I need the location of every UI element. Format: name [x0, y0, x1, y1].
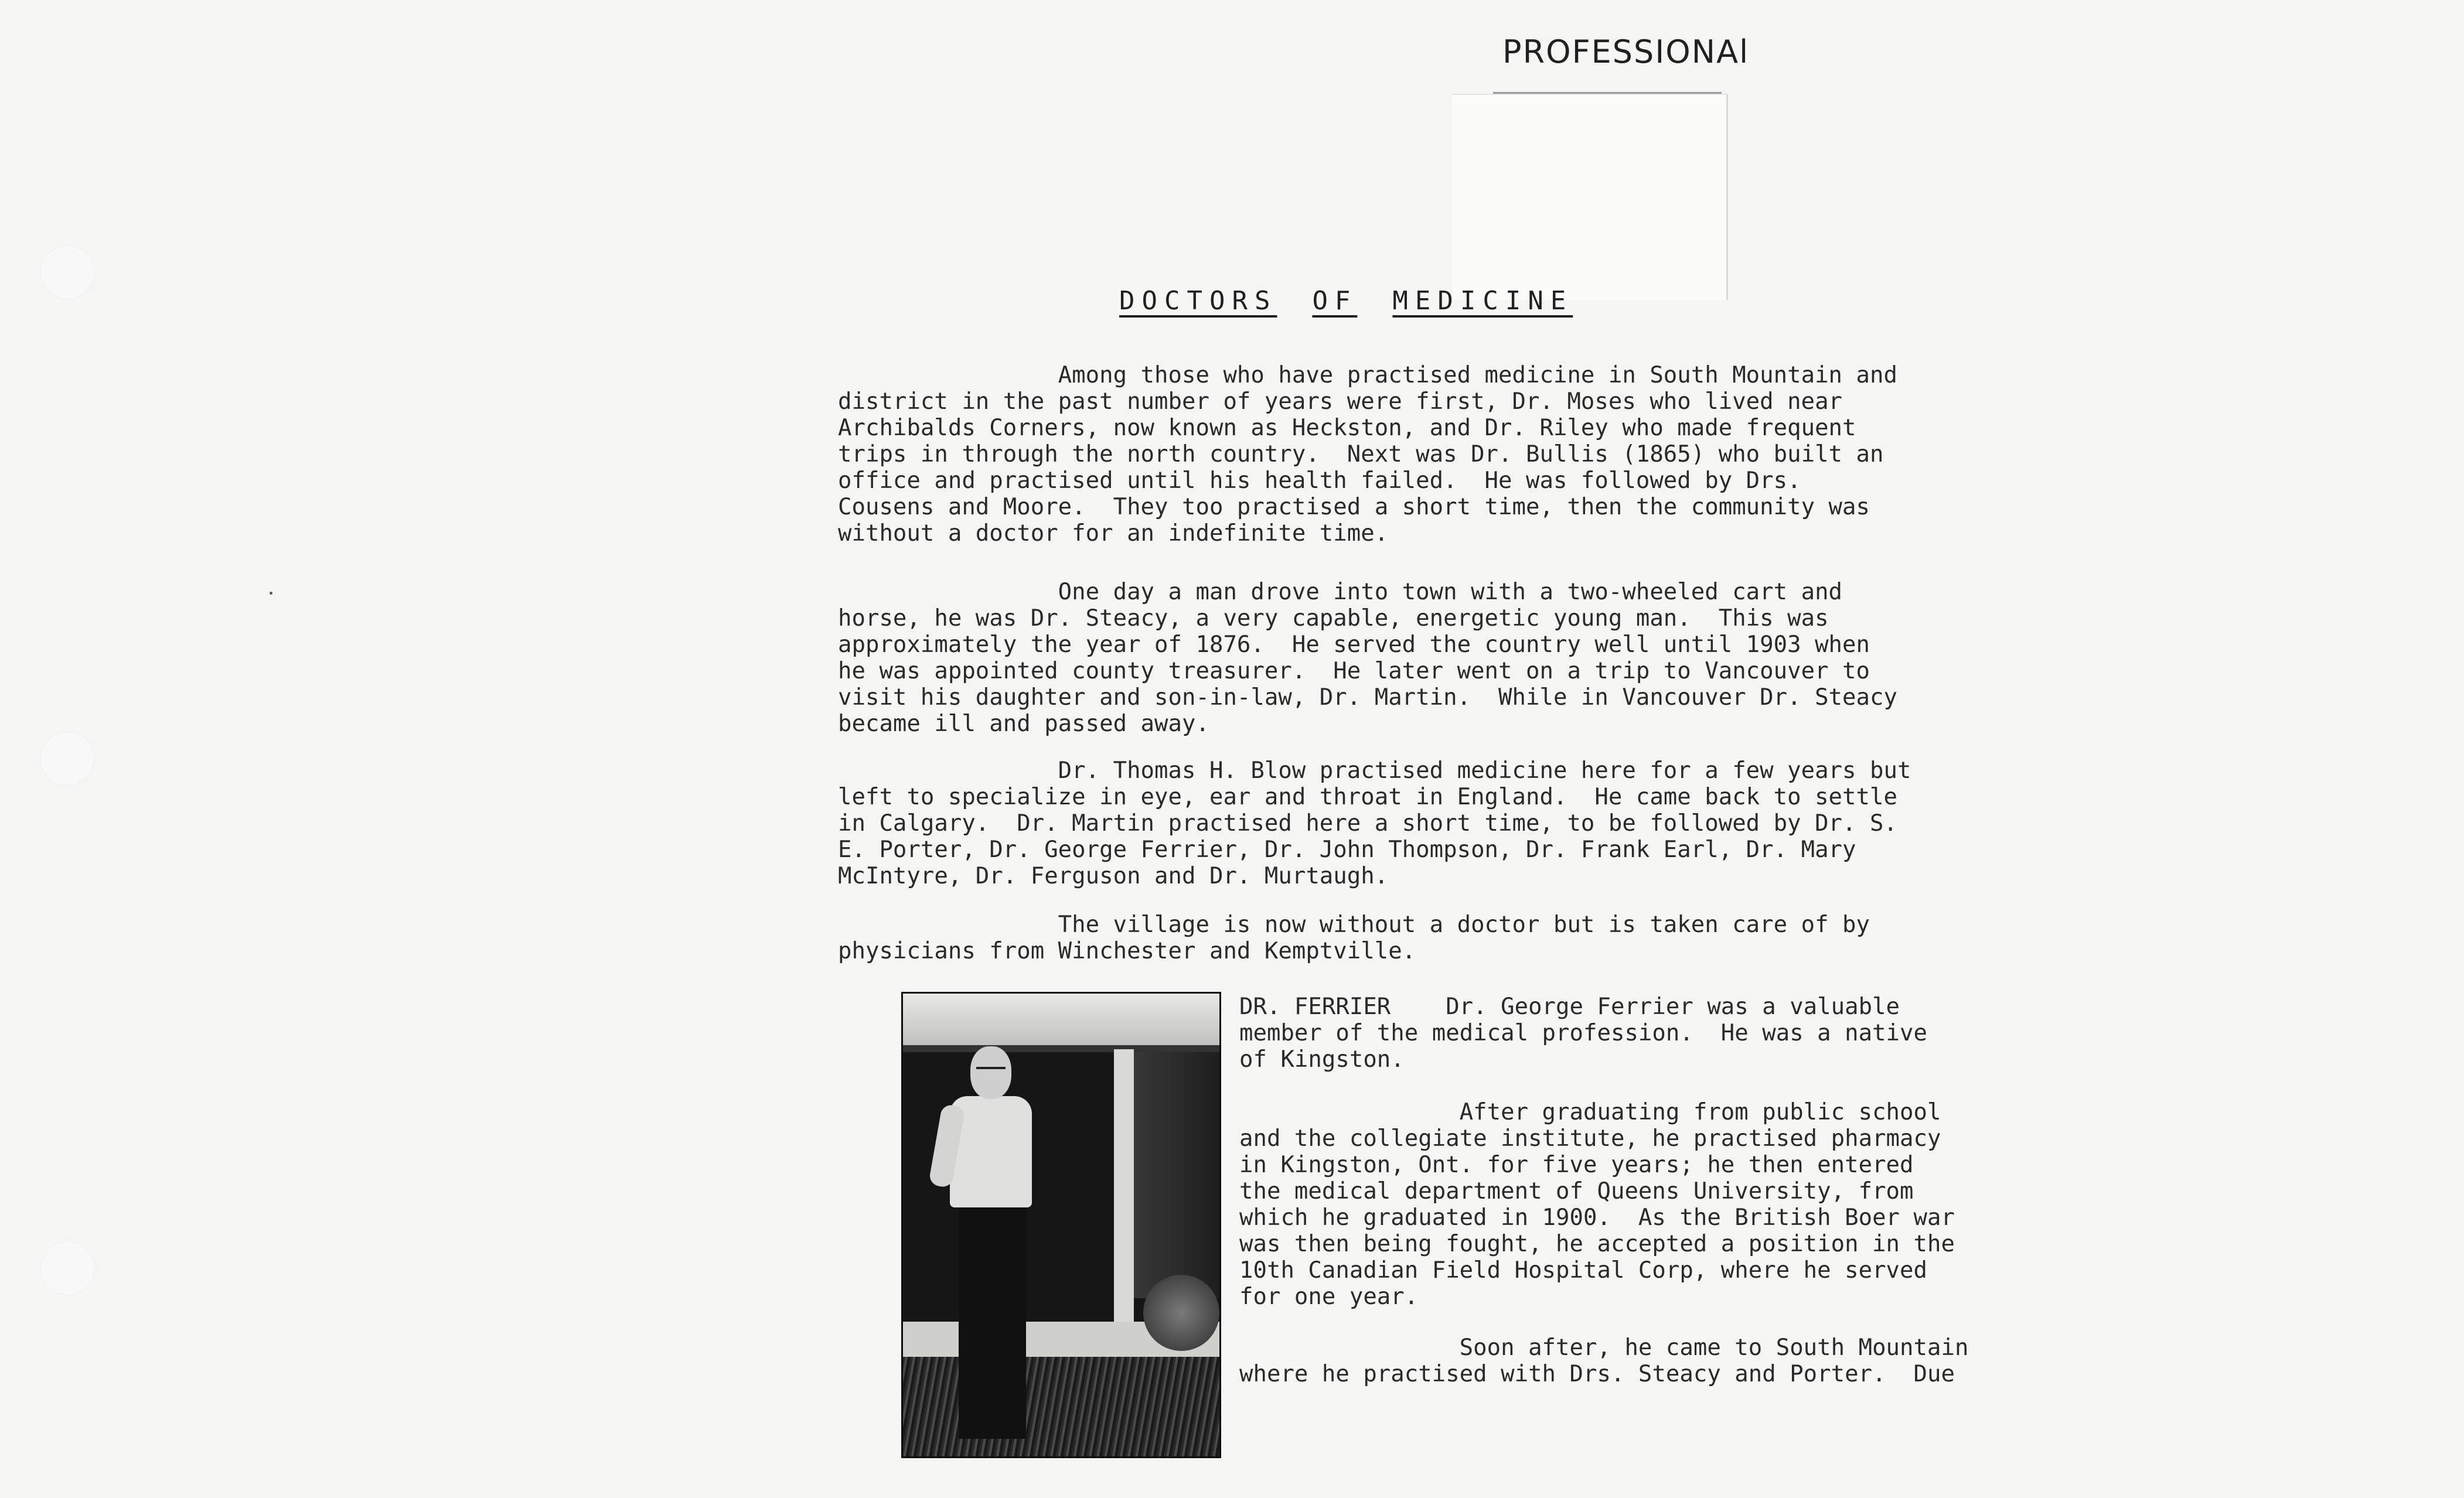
paragraph-dr-ferrier-practice: Soon after, he came to South Mountain where he practised with Drs. Steacy and Porter. Due — [1239, 1335, 1969, 1387]
category-tag: PROFESSIONAl — [1502, 33, 1750, 70]
category-tag-box — [1493, 26, 1750, 94]
paragraph-later-doctors: Dr. Thomas H. Blow practised medicine here for a few years but left to specialize in eye, ear and throat in England. He came back to settle in Calgary. Dr. Martin practised here a short time, to be followed by Dr. S. E. Porter, Dr. George Ferrier, Dr. John Thompson, Dr. Frank Earl, Dr. Mary McIntyre, Dr. Ferguson and Dr. Murtaugh. — [838, 757, 1911, 889]
punch-hole-top — [41, 246, 94, 299]
punch-hole-middle — [41, 732, 94, 785]
paragraph-dr-ferrier-intro: DR. FERRIER Dr. George Ferrier was a valuable member of the medical profession. He was a native of Kingston. — [1239, 994, 1927, 1073]
paragraph-dr-steacy: One day a man drove into town with a two-wheeled cart and horse, he was Dr. Steacy, a very capable, energetic young man. This was approximately the year of 1876. He served the country well until 1903 when he was appointed county treasurer. He later went on a trip to Vancouver to visit his daughter and son-in-law, Dr. Martin. While in Vancouver Dr. Steacy became ill and passed away. — [838, 579, 1897, 737]
paper-strip — [1452, 94, 1728, 300]
punch-hole-bottom — [41, 1242, 94, 1295]
photo-dr-ferrier — [901, 992, 1221, 1458]
paragraph-dr-ferrier-education: After graduating from public school and the collegiate institute, he practised pharmacy in Kingston, Ont. for five years; he then entered the medical department of Queens University, from which he graduated in 1900. As the British Boer war was then being fought, he accepted a position in the 10th Canadian Field Hospital Corp, where he served for one year. — [1239, 1099, 1955, 1310]
paragraph-early-doctors: Among those who have practised medicine in South Mountain and district in the past number of years were first, Dr. Moses who lived near Archibalds Corners, now known as Heckston, and Dr. Riley who made frequent trips in through the north country. Next was Dr. Bullis (1865) who built an office and practised until his health failed. He was followed by Drs. Cousens and Moore. They too practised a short time, then the community was without a doctor for an indefinite time. — [838, 362, 1897, 547]
title-word: OF — [1312, 286, 1358, 316]
paper-speck — [270, 592, 272, 595]
paragraph-village-now: The village is now without a doctor but is taken care of by physicians from Winchester and Kemptville. — [838, 912, 1870, 964]
title-word: DOCTORS — [1119, 286, 1277, 316]
title-word: MEDICINE — [1392, 286, 1573, 316]
page-title — [1119, 286, 1705, 316]
